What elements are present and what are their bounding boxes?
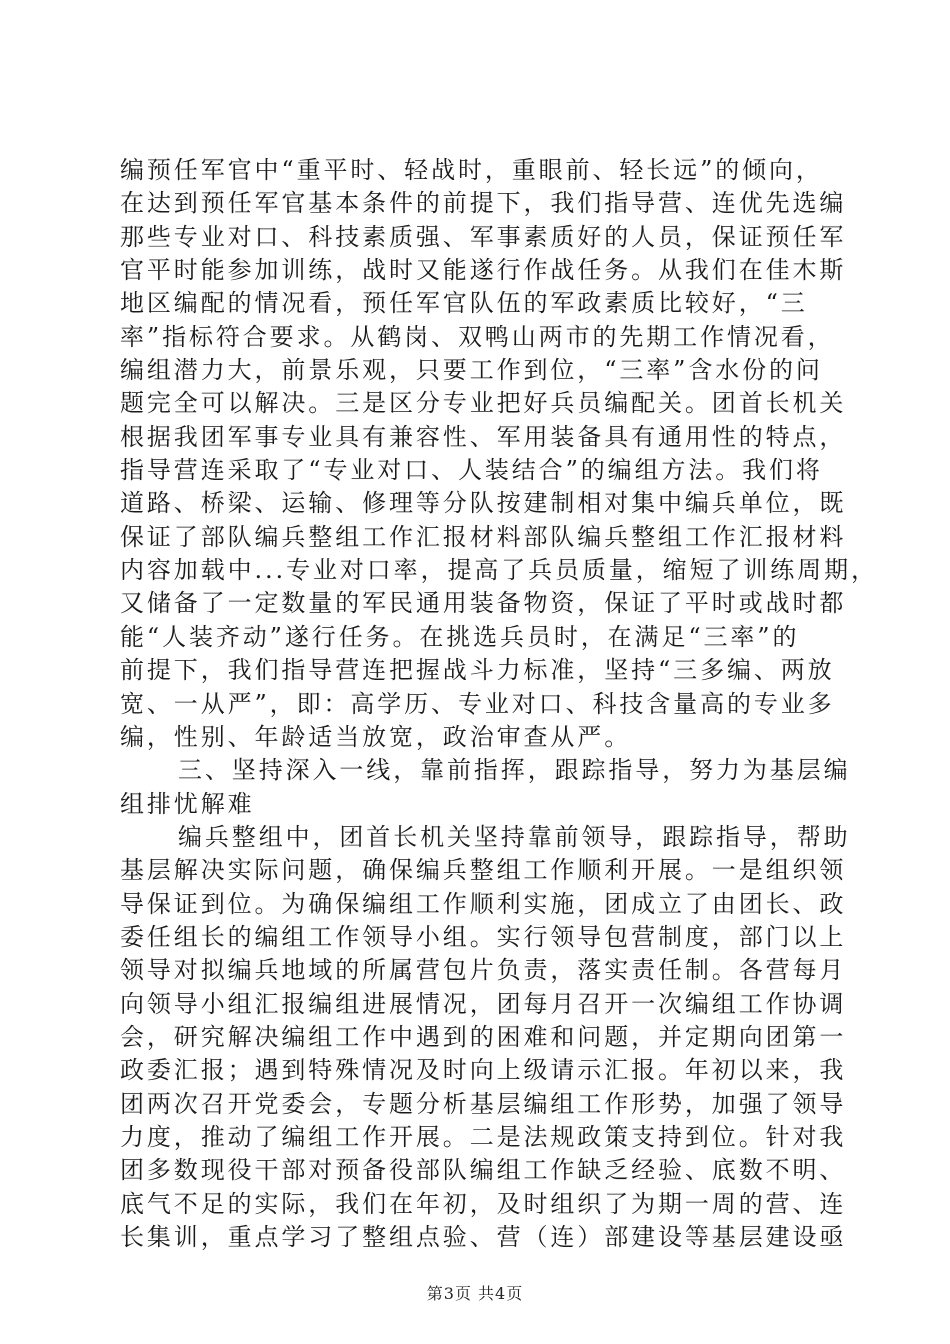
text-line: 会，研究解决编组工作中遇到的困难和问题，并定期向团第一 [120,1022,847,1051]
text-line: 编组潜力大，前景乐观，只要工作到位，“三率”含水份的问 [120,356,823,385]
text-line: 题完全可以解决。三是区分专业把好兵员编配关。团首长机关 [120,389,847,418]
text-line: 长集训，重点学习了整组点验、营（连）部建设等基层建设亟 [120,1223,847,1251]
text-line: 根据我团军事专业具有兼容性、军用装备具有通用性的特点， [120,422,847,451]
text-line: 领导对拟编兵地域的所属营包片负责，落实责任制。各营每月 [120,956,847,985]
text-line: 团两次召开党委会，专题分析基层编组工作形势，加强了领导 [120,1089,847,1118]
text-line: 地区编配的情况看，预任军官队伍的军政素质比较好，“三 [120,289,808,318]
text-line: 前提下，我们指导营连把握战斗力标准，坚持“三多编、两放 [120,656,835,685]
text-line: 宽、一从严”，即：高学历、专业对口、科技含量高的专业多 [120,689,835,718]
text-line: 又储备了一定数量的军民通用装备物资，保证了平时或战时都 [120,589,847,618]
text-line: 在达到预任军官基本条件的前提下，我们指导营、连优先选编 [120,189,847,218]
text-line: 编预任军官中“重平时、轻战时，重眼前、轻长远”的倾向， [120,156,823,184]
text-line: 内容加载中...专业对口率，提高了兵员质量，缩短了训练周期， [120,556,878,585]
text-line: 编，性别、年龄适当放宽，政治审查从严。 [120,722,632,751]
text-line: 向领导小组汇报编组进展情况，团每月召开一次编组工作协调 [120,989,847,1018]
text-line: 力度，推动了编组工作开展。二是法规政策支持到位。针对我 [120,1122,847,1151]
text-line: 组排忧解难 [120,789,255,818]
text-line: 政委汇报；遇到特殊情况及时向上级请示汇报。年初以来，我 [120,1056,847,1085]
body-text [120,154,878,1254]
text-line: 道路、桥梁、运输、修理等分队按建制相对集中编兵单位，既 [120,489,847,518]
text-line: 导保证到位。为确保编组工作顺利实施，团成立了由团长、政 [120,889,847,918]
page-footer: 第3页 共4页 [426,1284,524,1303]
text-line: 编兵整组中，团首长机关坚持靠前领导，跟踪指导，帮助 [178,822,851,851]
text-line: 三、坚持深入一线，靠前指挥，跟踪指导，努力为基层编 [178,756,851,785]
text-line: 委任组长的编组工作领导小组。实行领导包营制度，部门以上 [120,922,847,951]
text-line: 指导营连采取了“专业对口、人装结合”的编组方法。我们将 [120,456,823,485]
text-line: 那些专业对口、科技素质强、军事素质好的人员，保证预任军 [120,222,847,251]
text-line: 团多数现役干部对预备役部队编组工作缺乏经验、底数不明、 [120,1156,847,1185]
text-line: 基层解决实际问题，确保编兵整组工作顺利开展。一是组织领 [120,856,847,885]
text-line: 能“人装齐动”遂行任务。在挑选兵员时，在满足“三率”的 [120,622,800,651]
text-line: 官平时能参加训练，战时又能遂行作战任务。从我们在佳木斯 [120,256,847,285]
text-line: 率”指标符合要求。从鹤岗、双鸭山两市的先期工作情况看， [120,322,835,351]
text-line: 底气不足的实际，我们在年初，及时组织了为期一周的营、连 [120,1189,847,1218]
text-line: 保证了部队编兵整组工作汇报材料部队编兵整组工作汇报材料 [120,522,847,551]
